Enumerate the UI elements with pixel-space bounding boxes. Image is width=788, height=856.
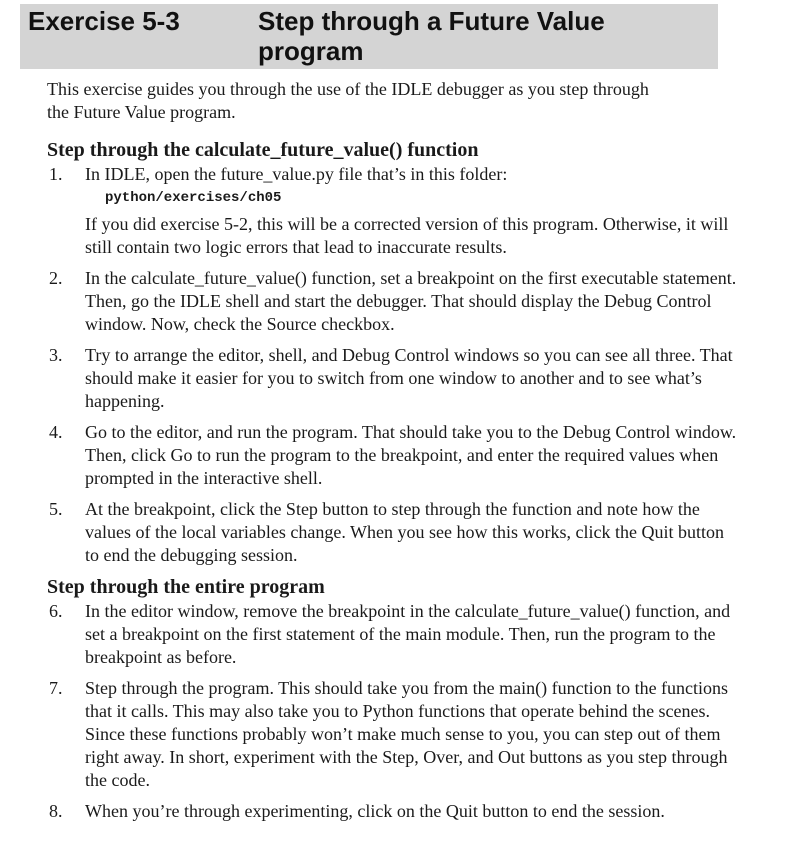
step-item xyxy=(47,498,737,567)
section-heading-function: Step through the calculate_future_value() function xyxy=(47,139,479,161)
exercise-number: Exercise 5-3 xyxy=(28,6,180,36)
step-item xyxy=(47,600,737,669)
step-text: Step through the program. This should take you from the main() function to the functions that it calls. This may also take you to Python functions that operate behind the scenes. Since these functions probably won’t make much sense to you, you can step out of them right away. In short, experiment with the Step, Over, and Out buttons as you step through the code. xyxy=(85,678,729,790)
step-number: 5. xyxy=(49,499,63,519)
step-text: Try to arrange the editor, shell, and Debug Control windows so you can see all three. That should make it easier for you to switch from one window to another and to see what’s happening. xyxy=(85,345,733,411)
step-number: 4. xyxy=(49,422,63,442)
exercise-title: Step through a Future Value program xyxy=(258,6,605,66)
step-text: At the breakpoint, click the Step button to step through the function and note how the values of the local variables change. When you see how this works, click the Quit button to end the debugging session. xyxy=(85,499,724,565)
step-text: In the editor window, remove the breakpoint in the calculate_future_value() function, and set a breakpoint on the first statement of the main module. Then, run the program to the breakpoint as before. xyxy=(85,601,731,667)
step-item xyxy=(47,267,737,336)
step-text: When you’re through experimenting, click on the Quit button to end the session. xyxy=(85,801,665,821)
step-number: 7. xyxy=(49,678,63,698)
exercise-body xyxy=(47,78,737,823)
step-item xyxy=(47,344,737,413)
step-number: 3. xyxy=(49,345,63,365)
step-number: 1. xyxy=(49,164,63,184)
step-text: In IDLE, open the future_value.py file that’s in this folder: xyxy=(85,164,508,184)
step-item xyxy=(47,421,737,490)
section-heading-program: Step through the entire program xyxy=(47,576,325,598)
steps-list-function xyxy=(47,163,737,567)
steps-list-program xyxy=(47,600,737,823)
step-item xyxy=(47,800,737,823)
step-item xyxy=(47,677,737,792)
step-text: Go to the editor, and run the program. That should take you to the Debug Control window. Then, click Go to run the program to the breakpoint, and enter the required values when prompted in the interactive shell. xyxy=(85,422,737,488)
intro-paragraph: This exercise guides you through the use of the IDLE debugger as you step through the Future Value program. xyxy=(47,79,649,122)
step-number: 8. xyxy=(49,801,63,821)
step-text-continued: If you did exercise 5-2, this will be a corrected version of this program. Otherwise, it will still contain two logic errors that lead to inaccurate results. xyxy=(85,214,729,257)
step-item xyxy=(47,163,737,259)
step-text: In the calculate_future_value() function, set a breakpoint on the first executable statement. Then, go the IDLE shell and start the debugger. That should display the Debug Control window. Now, check the Source checkbox. xyxy=(85,268,737,334)
step-number: 2. xyxy=(49,268,63,288)
folder-path: python/exercises/ch05 xyxy=(105,190,282,206)
step-number: 6. xyxy=(49,601,63,621)
